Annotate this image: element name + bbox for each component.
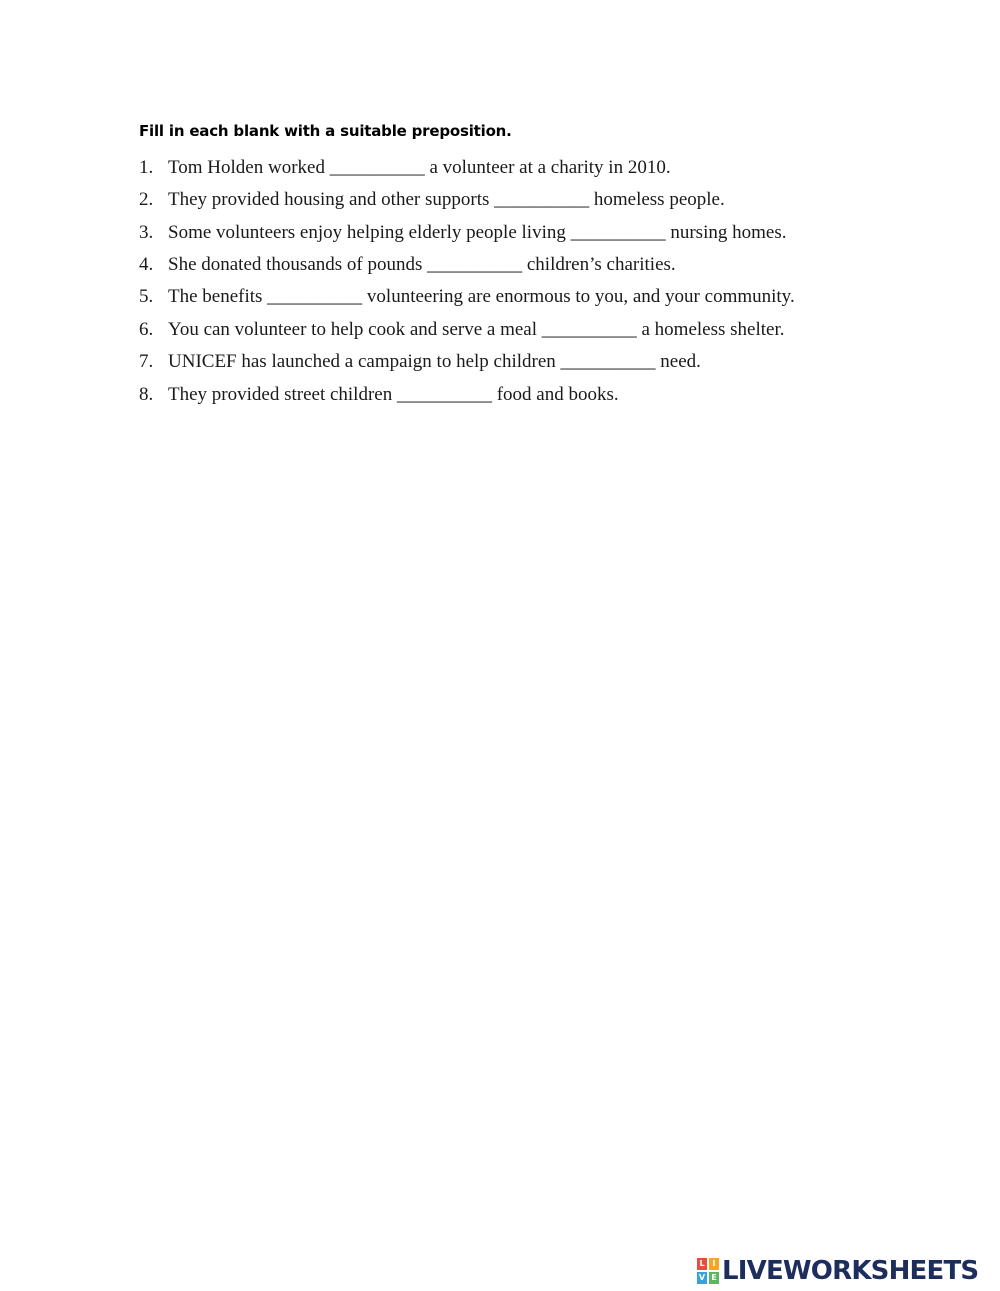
instruction-heading: Fill in each blank with a suitable preposition. [139, 122, 512, 140]
item-number: 2. [139, 189, 154, 210]
item-sentence: Tom Holden worked __________ a volunteer at a charity in 2010. [168, 157, 671, 178]
item-sentence: They provided street children __________ food and books. [168, 384, 619, 405]
liveworksheets-logo-icon [697, 1258, 719, 1284]
item-number: 8. [139, 384, 154, 405]
item-number: 4. [139, 254, 154, 275]
exercise-item-1 [139, 157, 671, 179]
item-number: 7. [139, 351, 154, 372]
liveworksheets-logo[interactable] [697, 1256, 978, 1286]
logo-square-l: L [697, 1258, 707, 1270]
exercise-item-6 [139, 319, 784, 341]
logo-square-e: E [709, 1272, 719, 1284]
item-sentence: She donated thousands of pounds __________ children’s charities. [168, 254, 676, 275]
exercise-item-2 [139, 189, 725, 211]
item-number: 5. [139, 286, 154, 307]
item-sentence: UNICEF has launched a campaign to help children __________ need. [168, 351, 701, 372]
exercise-item-4 [139, 254, 676, 276]
exercise-item-7 [139, 351, 701, 373]
logo-square-i: I [709, 1258, 719, 1270]
logo-wordmark: LIVEWORKSHEETS [722, 1256, 979, 1286]
exercise-item-5 [139, 286, 795, 308]
exercise-item-3 [139, 222, 786, 244]
item-number: 6. [139, 319, 154, 340]
item-sentence: The benefits __________ volunteering are enormous to you, and your community. [168, 286, 795, 307]
logo-square-v: V [698, 1273, 706, 1282]
item-sentence: Some volunteers enjoy helping elderly people living __________ nursing homes. [168, 222, 787, 243]
item-sentence: They provided housing and other supports __________ homeless people. [168, 189, 725, 210]
item-sentence: You can volunteer to help cook and serve a meal __________ a homeless shelter. [168, 319, 785, 340]
item-number: 3. [139, 222, 154, 243]
exercise-item-8 [139, 384, 619, 406]
item-number: 1. [139, 157, 154, 178]
